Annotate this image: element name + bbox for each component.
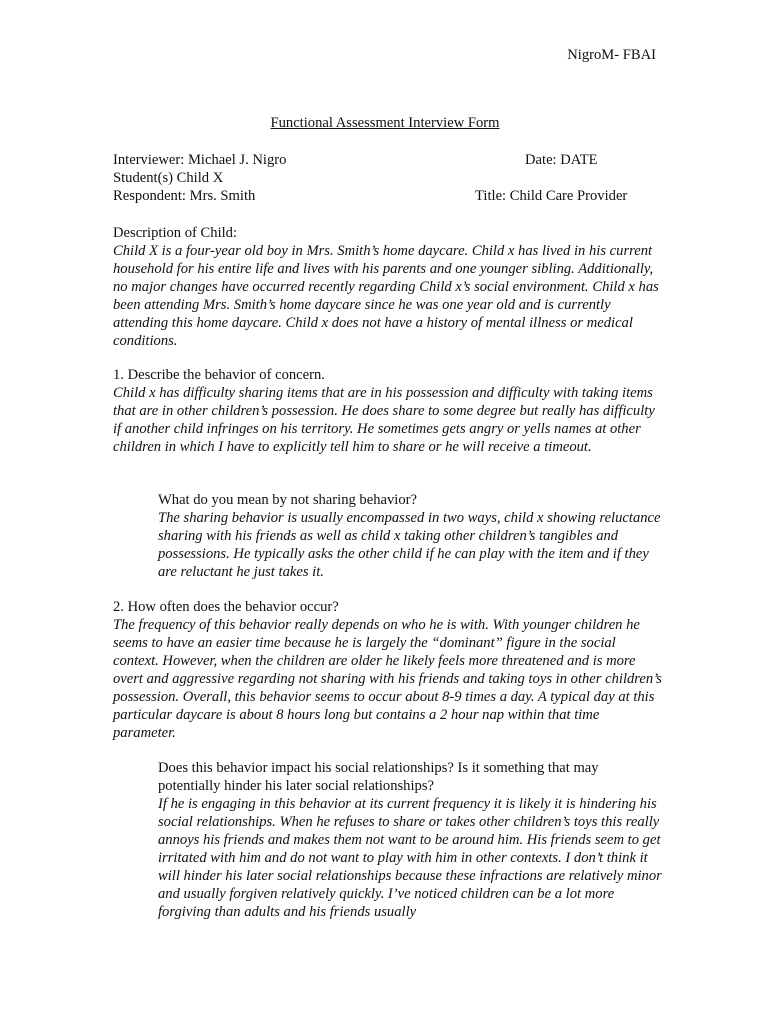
form-title: Functional Assessment Interview Form	[270, 115, 500, 131]
description-section	[113, 224, 663, 350]
question-1-followup	[158, 491, 663, 581]
question-2-followup	[158, 759, 663, 921]
question-1-answer: Child x has difficulty sharing items that are in his possession and difficulty with taking items that are in other children’s possession. He does share to some degree but really has difficulty if another child infringes on his territory. He sometimes gets angry or yells names at other children in which I have to explicitly tell him to share or he will receive a timeout.	[113, 385, 655, 455]
respondent-row	[113, 187, 643, 205]
question-1-followup-answer: The sharing behavior is usually encompassed in two ways, child x showing reluctance sharing with his friends as well as child x taking other children’s tangibles and possessions. He typically asks the other child if he can play with the item and if they are reluctant he just takes it.	[158, 510, 661, 580]
question-1-section	[113, 366, 663, 456]
students-row	[113, 169, 643, 187]
question-2-answer: The frequency of this behavior really depends on who he is with. With younger children he seems to have an easier time because he is largely the “dominant” figure in the social context. However, when the children are older he likely feels more threatened and is more overt and aggressive regarding not sharing with his friends and taking toys in other children’s possession. Overall, this behavior seems to occur about 8-9 times a day. A typical day at this particular daycare is about 8 hours long but contains a 2 hour nap within that time parameter.	[113, 617, 662, 741]
interviewer: Interviewer: Michael J. Nigro	[113, 152, 287, 168]
question-2-section	[113, 598, 663, 742]
question-1-followup-question: What do you mean by not sharing behavior?	[158, 492, 417, 508]
respondent-title: Title: Child Care Provider	[475, 188, 628, 204]
interviewer-row	[113, 151, 643, 169]
document-id: NigroM- FBAI	[567, 47, 656, 63]
respondent: Respondent: Mrs. Smith	[113, 188, 256, 204]
question-2-heading: 2. How often does the behavior occur?	[113, 599, 339, 615]
interview-date: Date: DATE	[525, 152, 598, 168]
question-2-followup-answer: If he is engaging in this behavior at its current frequency it is likely it is hindering his social relationships. When he refuses to share or takes other children’s toys this really annoys his friends and makes them not want to be around him. His friends seem to get irritated with him and do not want to play with him in other contexts. I don’t think it will hinder his later social relationships because these infractions are relatively minor and usually forgiven relatively quickly. I’ve noticed children can be a lot more forgiving than adults and his friends usually	[158, 796, 662, 920]
description-text: Child X is a four-year old boy in Mrs. Smith’s home daycare. Child x has lived in his current household for his entire life and lives with his parents and one younger sibling. Additionally, no major changes have occurred recently regarding Child x’s social environment. Child x has been attending Mrs. Smith’s home daycare since he was one year old and is currently attending this home daycare. Child x does not have a history of mental illness or medical conditions.	[113, 243, 659, 349]
question-1-heading: 1. Describe the behavior of concern.	[113, 367, 325, 383]
students: Student(s) Child X	[113, 170, 224, 186]
question-2-followup-question: Does this behavior impact his social relationships? Is it something that may potentially hinder his later social relationships?	[158, 760, 599, 794]
interview-info	[113, 151, 643, 205]
description-heading: Description of Child:	[113, 225, 238, 241]
